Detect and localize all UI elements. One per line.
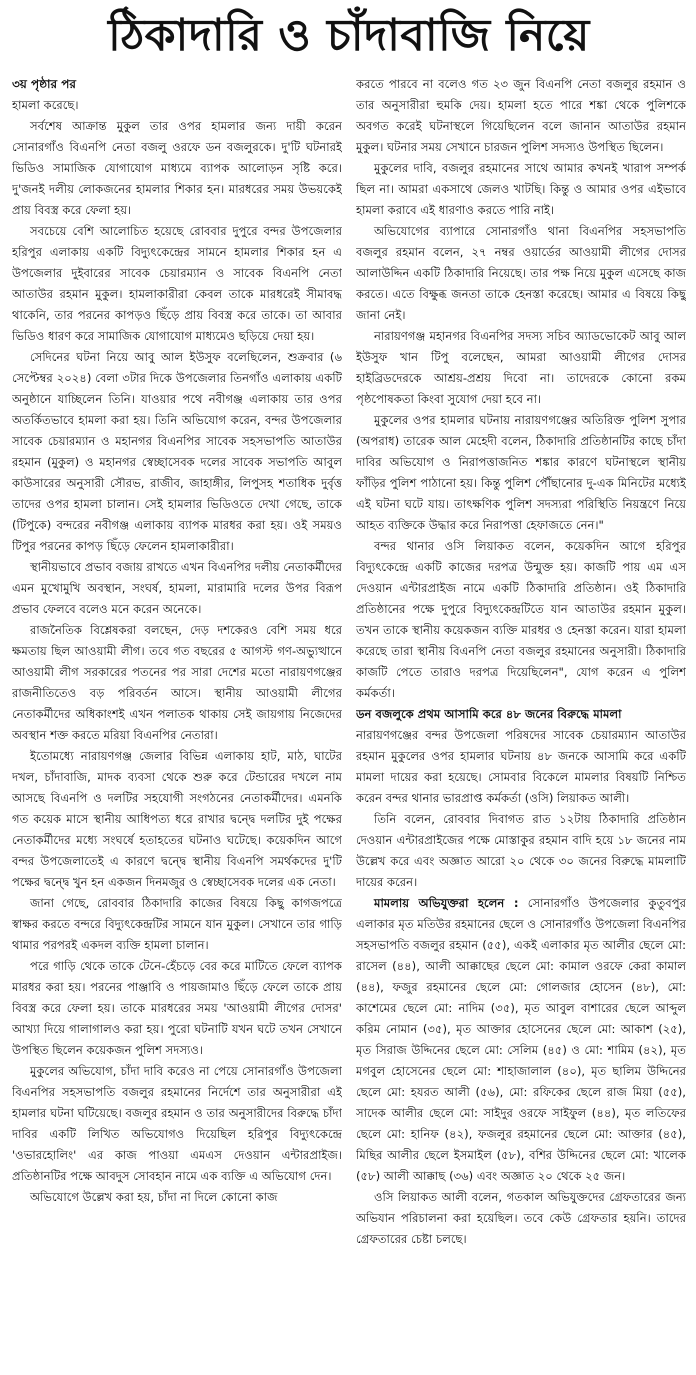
paragraph: মুকুলের অভিযোগ, চাঁদা দাবি করেও না পেয়ে সোনারগাঁও উপজেলা বিএনপির সহসভাপতি বজলুর রহমানের নির্দেশে তার অনুসারীরা এই হামলার ঘটনা ঘটিয়েছে। বজলুর রহমান ও তার অনুসারীদের বিরুদ্ধে চাঁদা দাবির একটি লিখিত অভিযোগও দিয়েছিল হরিপুর বিদ্যুৎকেন্দ্রে 'ওভারহোলিং' এর কাজ পাওয়া এমএস দেওয়ান এন্টারপ্রাইজ। প্রতিষ্ঠানটির পক্ষে আবদুস সোবহান নামে এক ব্যক্তি এ অভিযোগ দেন। — [12, 1064, 342, 1183]
paragraph: নারায়ণগঞ্জ মহানগর বিএনপির সদস্য সচিব অ্যাডভোকেট আবু আল ইউসুফ খান টিপু বলেছেন, আমরা আওয়ামী লীগের দোসর হাইব্রিডদেরকে আশ্রয়-প্রশ্রয় দিবো না। তাদেরকে কোনো রকম পৃষ্ঠপোষকতা কিংবা সুযোগ দেয়া হবে না। — [356, 329, 686, 406]
paragraph: বন্দর থানার ওসি লিয়াকত বলেন, কয়েকদিন আগে হরিপুর বিদ্যুৎকেন্দ্রে একটি কাজের দরপত্র উন্মুক্ত হয়। কাজটি পায় এম এস দেওয়ান এন্টারপ্রাইজ নামে একটি ঠিকাদারি প্রতিষ্ঠান। ওই ঠিকাদারি প্রতিষ্ঠানের পক্ষে দুপুরে বিদ্যুৎকেন্দ্রটিতে যান আতাউর রহমান মুকুল। তখন তাকে স্থানীয় কয়েকজন ব্যক্তি মারধর ও হেনস্তা করেন। যারা হামলা করেছে তারা স্থানীয় বিএনপি নেতা বজলুর রহমানের অনুসারী। ঠিকাদারি কাজটি পেতে তারাও দরপত্র দিয়েছিলেন", যোগ করেন এ পুলিশ কর্মকর্তা। — [356, 539, 686, 700]
headline: ঠিকাদারি ও চাঁদাবাজি নিয়ে — [108, 10, 590, 61]
paragraph: তিনি বলেন, রোববার দিবাগত রাত ১২টায় ঠিকাদারি প্রতিষ্ঠান দেওয়ান এন্টারপ্রাইজের পক্ষে মোস্তাকুর রহমান বাদি হয়ে ১৮ জনের নাম উল্লেখ করে এবং অজ্ঞাত আরো ২০ থেকে ৩০ জনের বিরুদ্ধে মামলাটি দায়ের করেন। — [356, 812, 686, 889]
paragraph: সর্বশেষ আক্রান্ত মুকুল তার ওপর হামলার জন্য দায়ী করেন সোনারগাঁও বিএনপি নেতা বজলু ওরফে ডন বজলুরকে। দু'টি ঘটনারই ভিডিও সামাজিক যোগাযোগ মাধ্যমে ব্যাপক আলোড়ন সৃষ্টি করে। দু'জনই দলীয় লোকজনের হামলার শিকার হন। মারধরের সময় উভয়কেই প্রায় বিবস্ত্র করে ফেলা হয়। — [12, 119, 342, 217]
paragraph: মুকুলের ওপর হামলার ঘটনায় নারায়ণগঞ্জের অতিরিক্ত পুলিশ সুপার (অপরাধ) তারেক আল মেহেদী বলেন, ঠিকাদারি প্রতিষ্ঠানটির কাছে চাঁদা দাবির অভিযোগ ও নিরাপত্তাজনিত শঙ্কার কারণে ঘটনাস্থলে স্থানীয় ফাঁড়ির পুলিশ পাঠানো হয়। কিন্তু পুলিশ পৌঁছানোর দু-এক মিনিটের মধ্যেই এই ঘটনা ঘটে যায়। তাৎক্ষণিক পুলিশ সদস্যরা পরিস্থিতি নিয়ন্ত্রণে নিয়ে আহত ব্যক্তিকে উদ্ধার করে নিরাপত্তা হেফাজতে নেন।" — [356, 413, 686, 532]
accused-lead: মামলায় অভিযুক্তরা হলেন : — [374, 896, 519, 910]
left-column — [12, 74, 342, 1364]
paragraph: স্থানীয়ভাবে প্রভাব বজায় রাখতে এখন বিএনপির দলীয় নেতাকর্মীদের এমন মুখোমুখি অবস্থান, সংঘর্ষ, হামলা, মারামারি দলের উপর বিরূপ প্রভাব ফেলবে বলেও মনে করেন অনেকে। — [12, 560, 342, 616]
paragraph: মুকুলের দাবি, বজলুর রহমানের সাথে আমার কখনই খারাপ সম্পর্ক ছিল না। আমরা একসাথে জেলও খাটছি। কিন্তু ও আমার ওপর এইভাবে হামলা করাবে এই ধারণাও করতে পারি নাই। — [356, 161, 686, 217]
subheading: ডন বজলুকে প্রথম আসামি করে ৪৮ জনের বিরুদ্ধে মামলা — [356, 707, 622, 721]
closing-paragraph: ওসি লিয়াকত আলী বলেন, গতকাল অভিযুক্তদের গ্রেফতারের জন্য অভিযান পরিচালনা করা হয়েছিল। তবে কেউ গ্রেফতার হয়নি। তাদের গ্রেফতারের চেষ্টা চলছে। — [356, 1190, 686, 1246]
paragraph: জানা গেছে, রোববার ঠিকাদারি কাজের বিষয়ে কিছু কাগজপত্রে স্বাক্ষর করতে বন্দরে বিদ্যুৎকেন্দ্রটির সামনে যান মুকুল। সেখানে তার গাড়ি থামার পরপরই একদল ব্যক্তি হামলা চালান। — [12, 896, 342, 952]
paragraph: করতে পারবে না বলেও গত ২৩ জুন বিএনপি নেতা বজলুর রহমান ও তার অনুসারীরা হুমকি দেয়। হামলা হতে পারে শঙ্কা থেকে পুলিশকে অবগত করেই ঘটনাস্থলে গিয়েছিলেন বলে জানান আতাউর রহমান মুকুল। ঘটনার সময় সেখানে চারজন পুলিশ সদস্যও উপস্থিত ছিলেন। — [356, 77, 686, 154]
continuation-label: ৩য় পৃষ্ঠার পর — [12, 77, 77, 91]
paragraph: নারায়ণগঞ্জের বন্দর উপজেলা পরিষদের সাবেক চেয়ারম্যান আতাউর রহমান মুকুলের ওপর হামলার ঘটনায় ৪৮ জনকে আসামি করে একটি মামলা দায়ের করা হয়েছে। সোমবার বিকেলে মামলার বিষয়টি নিশ্চিত করেন বন্দর থানার ভারপ্রাপ্ত কর্মকর্তা (ওসি) লিয়াকত আলী। — [356, 728, 686, 805]
paragraph: পরে গাড়ি থেকে তাকে টেনে-হেঁচড়ে বের করে মাটিতে ফেলে ব্যাপক মারধর করা হয়। পরনের পাঞ্জাবি ও পায়জামাও ছিঁড়ে ফেলে তাকে প্রায় বিবস্ত্র করে ফেলা হয়। তাকে মারধরের সময় 'আওয়ামী লীগের দোসর' আখ্যা দিয়ে গালাগালও করা হয়। পুরো ঘটনাটি যখন ঘটে তখন সেখানে উপস্থিত ছিলেন কয়েকজন পুলিশ সদস্যও। — [12, 959, 342, 1057]
paragraph: রাজনৈতিক বিশ্লেষকরা বলছেন, দেড় দশকেরও বেশি সময় ধরে ক্ষমতায় ছিল আওয়ামী লীগ। তবে গত বছরের ৫ আগস্ট গণ-অভ্যুত্থানে আওয়ামী লীগ সরকারের পতনের পর সারা দেশের মতো নারায়ণগঞ্জের রাজনীতিতেও বড় পরিবর্তন আসে। স্থানীয় আওয়ামী লীগের নেতাকর্মীদের অধিকাংশই এখন পলাতক থাকায় সেই জায়গায় নিজেদের অবস্থান শক্ত করতে মরিয়া বিএনপির নেতারা। — [12, 623, 342, 742]
paragraph: ইতোমধ্যে নারায়ণগঞ্জ জেলার বিভিন্ন এলাকায় হাট, মাঠ, ঘাটের দখল, চাঁদাবাজি, মাদক ব্যবসা থেকে শুরু করে টেন্ডারের দখলে নাম আসছে বিএনপি ও দলটির সহযোগী সংগঠনের নেতাকর্মীদের। এমনকি গত কয়েক মাসে স্থানীয় আধিপত্য ধরে রাখার দ্বন্দ্বে দলটির দুই পক্ষের নেতাকর্মীদের মধ্যে সংঘর্ষে হতাহতের ঘটনাও ঘটেছে। কয়েকদিন আগে বন্দর উপজেলাতেই এ কারণে দ্বন্দ্বে স্থানীয় বিএনপি সমর্থকদের দু'টি পক্ষের দ্বন্দ্বে খুন হন একজন দিনমজুর ও স্বেচ্ছাসেবক দলের এক নেতা। — [12, 749, 342, 889]
article-body — [12, 74, 686, 1364]
right-column — [356, 74, 686, 1364]
paragraph: হামলা করেছে। — [12, 98, 79, 112]
paragraph: অভিযোগের ব্যাপারে সোনারগাঁও থানা বিএনপির সহসভাপতি বজলুর রহমান বলেন, ২৭ নম্বর ওয়ার্ডের আওয়ামী লীগের দোসর আলাউদ্দিন একটি ঠিকাদারি নিয়েছে। তার পক্ষ নিয়ে মুকুল এসেছে কাজ করতে। এতে বিক্ষুব্ধ জনতা তাকে হেনস্তা করেছে। আমার এ বিষয়ে কিছু জানা নেই। — [356, 224, 686, 322]
paragraph: অভিযোগে উল্লেখ করা হয়, চাঁদা না দিলে কোনো কাজ — [30, 1190, 278, 1204]
paragraph: সবচেয়ে বেশি আলোচিত হয়েছে রোববার দুপুরে বন্দর উপজেলার হরিপুর এলাকায় একটি বিদ্যুৎকেন্দ্রের সামনে হামলার শিকার হন এ উপজেলার দুইবারের সাবেক চেয়ারম্যান ও সাবেক বিএনপি নেতা আতাউর রহমান মুকুল। হামলাকারীরা কেবল তাকে মারধরেই সীমাবদ্ধ থাকেনি, তার পরনের কাপড়ও ছিঁড়ে প্রায় বিবস্ত্র করে তাকে। তা আবার ভিডিও ধারণ করে সামাজিক যোগাযোগ মাধ্যমেও ছড়িয়ে দেয়া হয়। — [12, 224, 342, 343]
paragraph: সেদিনের ঘটনা নিয়ে আবু আল ইউসুফ বলেছিলেন, শুক্রবার (৬ সেপ্টেম্বর ২০২৪) বেলা ৩টার দিকে উপজেলার তিনগাঁও এলাকায় একটি অনুষ্ঠানে যাচ্ছিলেন তিনি। যাওয়ার পথে নবীগঞ্জ এলাকায় তার ওপর অতর্কিতভাবে হামলা করা হয়। তিনি অভিযোগ করেন, বন্দর উপজেলার সাবেক চেয়ারম্যান ও মহানগর বিএনপির সাবেক সহসভাপতি আতাউর রহমান (মুকুল) ও মহানগর স্বেচ্ছাসেবক দলের সাবেক সভাপতি আবুল কাউসারের অনুসারী সৌরভ, রাজীব, জাহাঙ্গীর, লিপুসহ শতাধিক দুর্বৃত্ত তাদের ওপর হামলা চালান। সেই হামলার ভিডিওতে দেখা গেছে, তাকে (টিপুকে) বন্দরের নবীগঞ্জ এলাকায় ব্যাপক মারধর করা হয়। ওই সময়ও টিপুর পরনের কাপড় ছিঁড়ে ফেলেন হামলাকারীরা। — [12, 350, 342, 553]
accused-text: সোনারগাঁও উপজেলার কুতুবপুর এলাকার মৃত মতিউর রহমানের ছেলে ও সোনারগাঁও উপজেলা বিএনপির সহসভাপতি বজলুর রহমান (৫৫), একই এলাকার মৃত আলীর ছেলে মো: রাসেল (৪৪), আলী আক্কাছের ছেলে মো: কামাল ওরফে কেরা কামাল (৪৪), ফজুর রহমানের ছেলে মো: গোলজার হোসেন (৪৮), মো: কাশেমের ছেলে মো: নাদিম (৩৫), মৃত আবুল বাশারের ছেলে আব্দুল করিম নোমান (৩৫), মৃত আক্তার হোসেনের ছেলে মো: আকাশ (২৫), মৃত সিরাজ উদ্দিনের ছেলে মো: সেলিম (৪৫) ও মো: শামিম (৪২), মৃত মগবুল হোসেনের ছেলে মো: শাহাজালাল (৪০), মৃত ছালিম উদ্দিনের ছেলে মো: হযরত আলী (৫৬), মো: রফিকের ছেলে রাজ মিয়া (৫৫), সাদেক আলীর ছেলে মো: সাইদুর ওরফে সাইফুল (৪৪), মৃত লতিফের ছেলে মো: হানিফ (৪২), ফজলুর রহমানের ছেলে মো: আক্তার (৪৫), মিছির আলীর ছেলে ইসমাইল (৫৮), বশির উদ্দিনের ছেলে মো: খালেক (৫৮) আলী আক্কাছ (৩৬) এবং অজ্ঞাত ২০ থেকে ২৫ জন। — [356, 896, 686, 1183]
accused-paragraph — [356, 893, 686, 1187]
